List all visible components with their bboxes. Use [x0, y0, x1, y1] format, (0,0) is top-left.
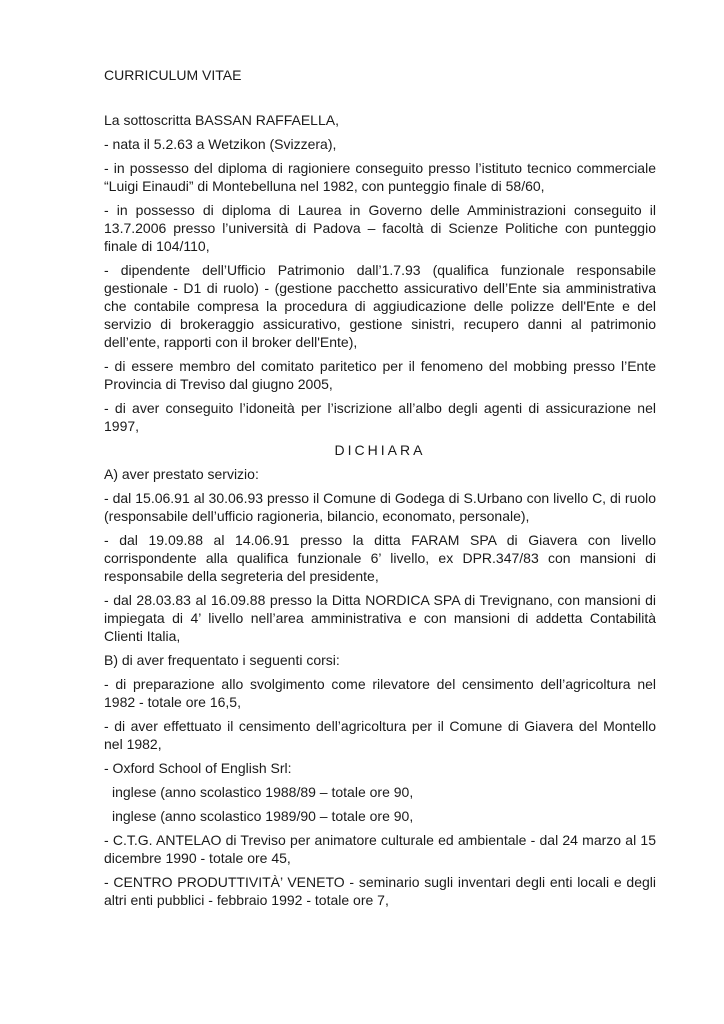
course-item: - di aver effettuato il censimento dell’agricoltura per il Comune di Giavera del Montello nel 1982, — [104, 718, 656, 752]
document-title: CURRICULUM VITAE — [104, 67, 242, 83]
section-b-heading: B) di aver frequentato i seguenti corsi: — [104, 652, 340, 668]
document-page — [104, 66, 656, 915]
declaration-heading: DICHIARA — [334, 442, 426, 458]
english-course-item: inglese (anno scolastico 1989/90 – totale ore 90, — [112, 808, 414, 824]
course-item: - CENTRO PRODUTTIVITÀ’ VENETO - seminario sugli inventari degli enti locali e degli altri enti pubblici - febbraio 1992 - totale ore 7, — [104, 874, 656, 908]
service-item: - dal 28.03.83 al 16.09.88 presso la Ditta NORDICA SPA di Trevignano, con mansioni di impiegata di 4’ livello nell’area amministrativa e con mansioni di addetta Contabilità Clienti Italia, — [104, 592, 656, 644]
intro-diploma: - in possesso del diploma di ragioniere conseguito presso l’istituto tecnico commerciale “Luigi Einaudi” di Montebelluna nel 1982, con punteggio finale di 58/60, — [104, 160, 656, 194]
intro-qualification: - di aver conseguito l’idoneità per l’iscrizione all’albo degli agenti di assicurazione nel 1997, — [104, 400, 656, 434]
course-item: - Oxford School of English Srl: — [104, 760, 292, 776]
course-item: - C.T.G. ANTELAO di Treviso per animatore culturale ed ambientale - dal 24 marzo al 15 dicembre 1990 - totale ore 45, — [104, 832, 656, 866]
course-item: - di preparazione allo svolgimento come rilevatore del censimento dell’agricoltura nel 1982 - totale ore 16,5, — [104, 676, 656, 710]
service-item: - dal 15.06.91 al 30.06.93 presso il Comune di Godega di S.Urbano con livello C, di ruolo (responsabile dell’ufficio ragioneria, bilancio, economato, personale), — [104, 490, 656, 524]
service-item: - dal 19.09.88 al 14.06.91 presso la ditta FARAM SPA di Giavera con livello corrispondente alla qualifica funzionale 6’ livello, ex DPR.347/83 con mansioni di responsabile della segreteria del presidente, — [104, 532, 656, 584]
intro-signatory: La sottoscritta BASSAN RAFFAELLA, — [104, 112, 339, 128]
english-course-item: inglese (anno scolastico 1988/89 – totale ore 90, — [112, 784, 414, 800]
intro-employment: - dipendente dell’Ufficio Patrimonio dall’1.7.93 (qualifica funzionale responsabile gestionale - D1 di ruolo) - (gestione pacchetto assicurativo dell’Ente sia amministrativa che contabile compresa la procedura di aggiudicazione delle polizze dell'Ente e del servizio di brokeraggio assicurativo, gestione sinistri, recupero danni al patrimonio dell’ente, rapporti con il broker dell'Ente), — [104, 262, 656, 350]
section-a-heading: A) aver prestato servizio: — [104, 466, 259, 482]
intro-committee: - di essere membro del comitato paritetico per il fenomeno del mobbing presso l’Ente Provincia di Treviso dal giugno 2005, — [104, 358, 656, 392]
intro-birth: - nata il 5.2.63 a Wetzikon (Svizzera), — [104, 136, 337, 152]
intro-degree: - in possesso di diploma di Laurea in Governo delle Amministrazioni conseguito il 13.7.2006 presso l’università di Padova – facoltà di Scienze Politiche con punteggio finale di 104/110, — [104, 202, 656, 254]
